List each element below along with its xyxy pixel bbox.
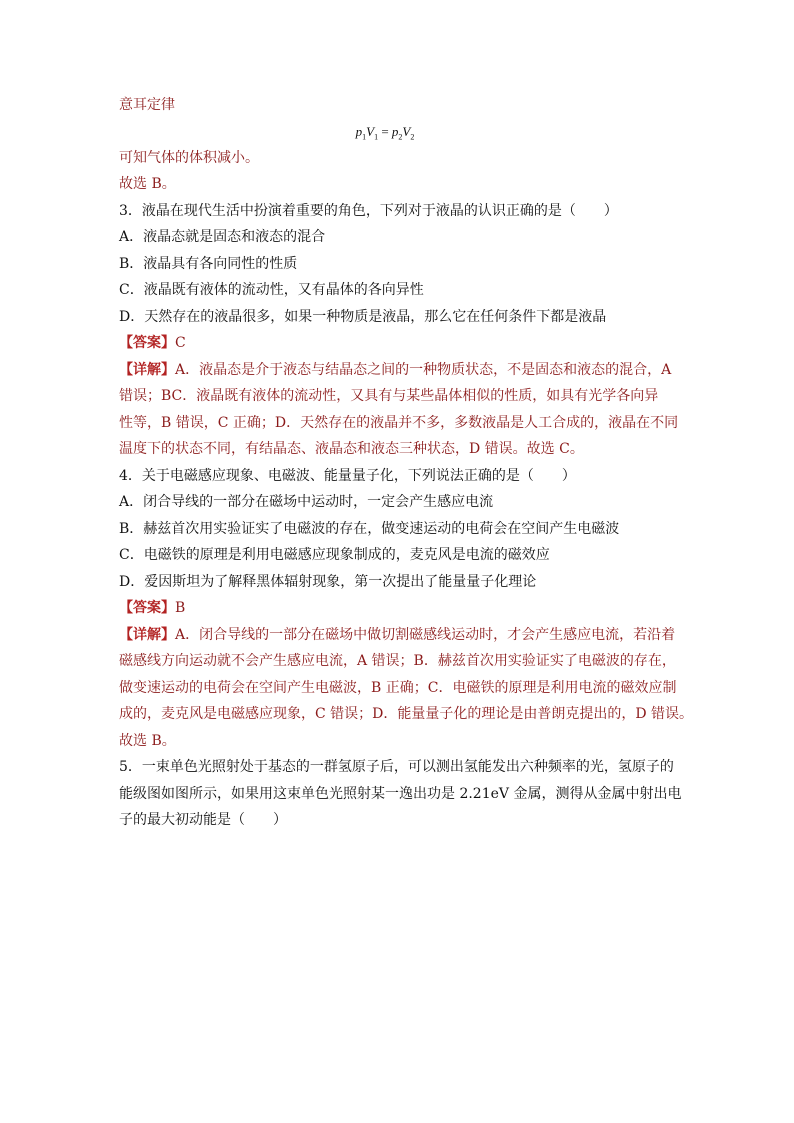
question-4-detail-line: 故选 B。 (119, 732, 176, 749)
formula: $p_1V_1 = p_2V_2$ (355, 123, 415, 142)
document-content (119, 92, 694, 834)
answer-value: B (175, 600, 186, 616)
question-3-detail-line: 性等，B 错误，C 正确；D．天然存在的液晶并不多，多数液晶是人工合成的，液晶在不同 (119, 414, 679, 431)
text-line: 可知气体的体积减小。 (119, 149, 259, 166)
question-4-option-d: D．爱因斯坦为了解释黑体辐射现象，第一次提出了能量量子化理论 (119, 573, 537, 590)
question-3-option-c: C．液晶既有液体的流动性，又有晶体的各向异性 (119, 282, 424, 298)
question-5-stem: 能级图如图所示，如果用这束单色光照射某一逸出功是 2.21eV 金属，测得从金属中射出电 (119, 785, 682, 802)
answer-tag: 【答案】 (119, 600, 175, 616)
answer-tag: 【答案】 (119, 335, 175, 351)
question-3-detail-line: 错误；BC．液晶既有液体的流动性，又具有与某些晶体相似的性质，如具有光学各向异 (119, 388, 659, 404)
detail-tag: 【详解】 (119, 626, 175, 643)
answer-value: C (175, 335, 186, 351)
text-line: 故选 B。 (119, 176, 176, 192)
question-4-stem: 4．关于电磁感应现象、电磁波、能量量子化，下列说法正确的是（ ） (119, 467, 576, 484)
question-3-answer (119, 330, 679, 357)
question-3-detail-line: 温度下的状态不同，有结晶态、液晶态和液态三种状态，D 错误。故选 C。 (119, 441, 584, 457)
question-5-stem: 子的最大初动能是（ ） (119, 812, 287, 828)
question-4-answer (119, 595, 679, 622)
question-4-option-c: C．电磁铁的原理是利用电磁感应现象制成的，麦克风是电流的磁效应 (119, 547, 550, 563)
question-3-detail-line: 【详解】A．液晶态是介于液态与结晶态之间的一种物质状态，不是固态和液态的混合，A (119, 361, 672, 378)
question-3-option-d: D．天然存在的液晶很多，如果一种物质是液晶，那么它在任何条件下都是液晶 (119, 308, 607, 325)
question-4-detail-line: 做变速运动的电荷会在空间产生电磁波，B 正确；C．电磁铁的原理是利用电流的磁效应制 (119, 679, 677, 696)
detail-tag: 【详解】 (119, 361, 175, 378)
question-4-detail-line: 【详解】A．闭合导线的一部分在磁场中做切割磁感线运动时，才会产生感应电流，若沿着 (119, 626, 676, 643)
question-3-option-b: B．液晶具有各向同性的性质 (119, 255, 298, 272)
question-3-option-a: A．液晶态就是固态和液态的混合 (119, 229, 326, 245)
question-4-option-b: B．赫兹首次用实验证实了电磁波的存在，做变速运动的电荷会在空间产生电磁波 (119, 520, 620, 537)
text-line: 意耳定律 (119, 97, 175, 113)
question-3-stem: 3．液晶在现代生活中扮演着重要的角色，下列对于液晶的认识正确的是（ ） (119, 202, 618, 219)
question-4-detail-line: 成的，麦克风是电磁感应现象，C 错误；D．能量量子化的理论是由普朗克提出的，D 错误。 (119, 706, 694, 722)
question-4-detail-line: 磁感线方向运动就不会产生感应电流，A 错误；B．赫兹首次用实验证实了电磁波的存在， (119, 653, 676, 669)
question-5-stem: 5．一束单色光照射处于基态的一群氢原子后，可以测出氢能发出六种频率的光，氢原子的 (119, 759, 674, 775)
question-4-option-a: A．闭合导线的一部分在磁场中运动时，一定会产生感应电流 (119, 494, 494, 510)
